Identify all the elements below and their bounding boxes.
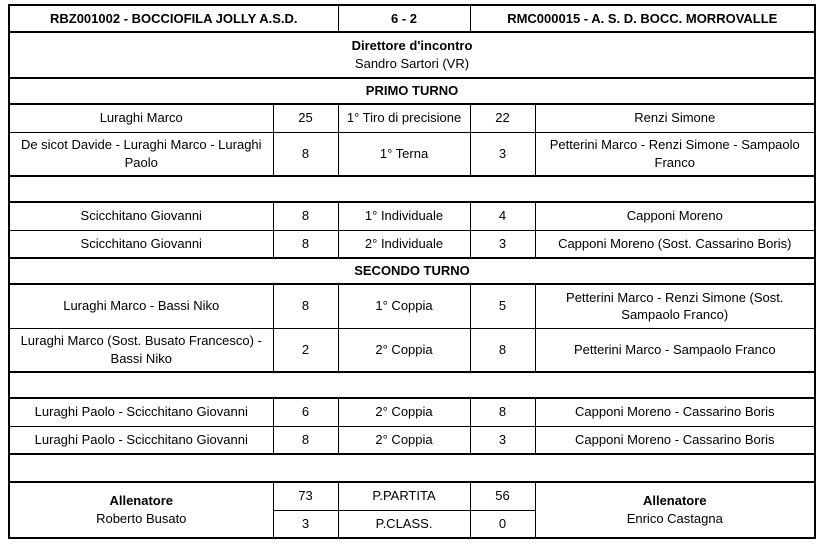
class-points-label-cell: P.CLASS. [338, 510, 470, 538]
away-players-cell: Petterini Marco - Sampaolo Franco [535, 328, 815, 372]
spacer-row [9, 372, 815, 398]
spacer-cell [9, 176, 815, 202]
away-score-cell: 4 [470, 202, 535, 230]
event-cell: 2° Coppia [338, 426, 470, 454]
away-coach-cell [535, 482, 815, 538]
home-players-cell: Luraghi Marco (Sost. Busato Francesco) - Bassi Niko [9, 328, 273, 372]
match-header-row [9, 5, 815, 32]
home-team-cell: RBZ001002 - BOCCIOFILA JOLLY A.S.D. [9, 5, 338, 32]
home-score-cell: 6 [273, 398, 338, 426]
event-cell: 1° Coppia [338, 284, 470, 328]
home-players-cell: Scicchitano Giovanni [9, 230, 273, 258]
away-score-cell: 3 [470, 230, 535, 258]
match-row [9, 426, 815, 454]
totals-row-partita [9, 482, 815, 510]
event-cell: 2° Individuale [338, 230, 470, 258]
match-row [9, 202, 815, 230]
event-cell: 1° Terna [338, 132, 470, 176]
referee-name: Sandro Sartori (VR) [354, 56, 470, 71]
away-score-cell: 3 [470, 132, 535, 176]
match-points-label-cell: P.PARTITA [338, 482, 470, 510]
match-scoresheet-table [8, 4, 816, 539]
home-players-cell: Luraghi Paolo - Scicchitano Giovanni [9, 426, 273, 454]
away-score-cell: 22 [470, 104, 535, 132]
match-row [9, 230, 815, 258]
away-players-cell: Petterini Marco - Renzi Simone (Sost. Sampaolo Franco) [535, 284, 815, 328]
spacer-row [9, 454, 815, 482]
away-coach-label: Allenatore [642, 493, 707, 509]
home-score-cell: 8 [273, 230, 338, 258]
away-players-cell: Renzi Simone [535, 104, 815, 132]
event-cell: 2° Coppia [338, 328, 470, 372]
away-team-cell: RMC000015 - A. S. D. BOCC. MORROVALLE [470, 5, 815, 32]
event-cell: 2° Coppia [338, 398, 470, 426]
away-players-cell: Capponi Moreno - Cassarino Boris [535, 398, 815, 426]
away-score-cell: 3 [470, 426, 535, 454]
section-title-primo-turno: PRIMO TURNO [9, 78, 815, 104]
away-score-cell: 5 [470, 284, 535, 328]
away-coach-name: Enrico Castagna [626, 511, 723, 526]
home-score-cell: 8 [273, 284, 338, 328]
home-players-cell: Luraghi Paolo - Scicchitano Giovanni [9, 398, 273, 426]
match-row [9, 284, 815, 328]
referee-row [9, 32, 815, 78]
spacer-cell [9, 454, 815, 482]
match-row [9, 398, 815, 426]
event-cell: 1° Tiro di precisione [338, 104, 470, 132]
home-score-cell: 8 [273, 426, 338, 454]
home-score-cell: 8 [273, 132, 338, 176]
away-score-cell: 8 [470, 398, 535, 426]
home-players-cell: Luraghi Marco - Bassi Niko [9, 284, 273, 328]
away-players-cell: Capponi Moreno [535, 202, 815, 230]
home-coach-cell [9, 482, 273, 538]
home-coach-name: Roberto Busato [96, 511, 187, 526]
home-score-cell: 8 [273, 202, 338, 230]
spacer-row [9, 176, 815, 202]
home-players-cell: Scicchitano Giovanni [9, 202, 273, 230]
spacer-cell [9, 372, 815, 398]
home-score-cell: 25 [273, 104, 338, 132]
home-players-cell: Luraghi Marco [9, 104, 273, 132]
home-coach-label: Allenatore [109, 493, 174, 509]
referee-cell [9, 32, 815, 78]
match-score-cell: 6 - 2 [338, 5, 470, 32]
referee-label: Direttore d'incontro [351, 38, 473, 54]
away-match-points-cell: 56 [470, 482, 535, 510]
event-cell: 1° Individuale [338, 202, 470, 230]
away-class-points-cell: 0 [470, 510, 535, 538]
away-score-cell: 8 [470, 328, 535, 372]
home-match-points-cell: 73 [273, 482, 338, 510]
home-score-cell: 2 [273, 328, 338, 372]
home-players-cell: De sicot Davide - Luraghi Marco - Luraghi Paolo [9, 132, 273, 176]
section-title-secondo-turno: SECONDO TURNO [9, 258, 815, 284]
home-class-points-cell: 3 [273, 510, 338, 538]
match-row [9, 328, 815, 372]
away-players-cell: Capponi Moreno (Sost. Cassarino Boris) [535, 230, 815, 258]
section-row-primo-turno [9, 78, 815, 104]
away-players-cell: Capponi Moreno - Cassarino Boris [535, 426, 815, 454]
section-row-secondo-turno [9, 258, 815, 284]
match-row [9, 104, 815, 132]
away-players-cell: Petterini Marco - Renzi Simone - Sampaolo Franco [535, 132, 815, 176]
match-row [9, 132, 815, 176]
